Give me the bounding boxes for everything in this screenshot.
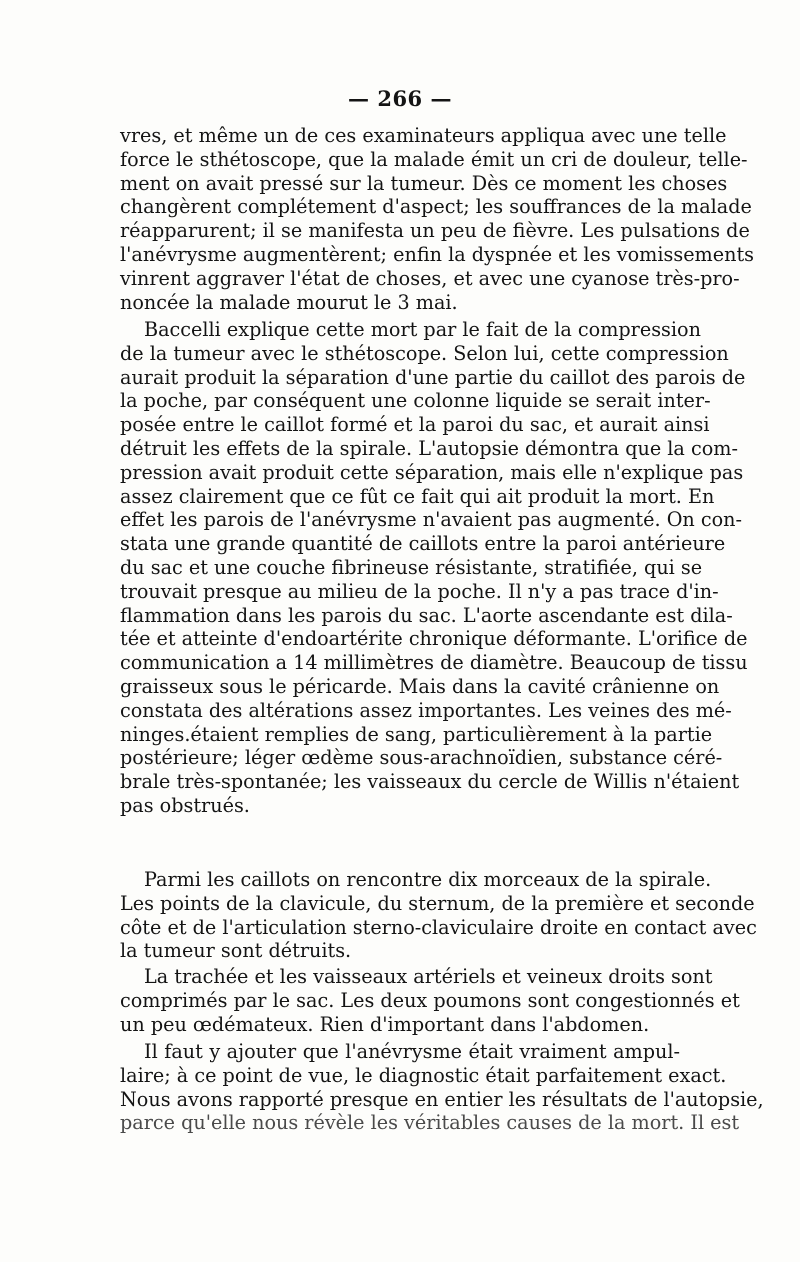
text-line: la tumeur sont détruits. xyxy=(120,939,352,963)
text-line: Parmi les caillots on rencontre dix morceaux de la spirale. xyxy=(144,868,712,891)
text-line: La trachée et les vaisseaux artériels et veineux droits sont xyxy=(144,965,713,988)
text-line: communication a 14 millimètres de diamètre. Beaucoup de tissu xyxy=(120,651,748,675)
text-line: noncée la malade mourut le 3 mai. xyxy=(120,290,458,314)
text-line: un peu œdémateux. Rien d'important dans l'abdomen. xyxy=(120,1012,650,1036)
text-line: côte et de l'articulation sterno-claviculaire droite en contact avec xyxy=(120,915,757,939)
text-line: détruit les effets de la spirale. L'autopsie démontra que la com- xyxy=(120,436,738,460)
paragraph-4 xyxy=(120,965,740,1036)
text-line: pas obstrués. xyxy=(120,793,250,817)
text-line: ninges.étaient remplies de sang, particulièrement à la partie xyxy=(120,722,713,746)
text-line: flammation dans les parois du sac. L'aorte ascendante est dila- xyxy=(120,603,733,627)
paragraph-3 xyxy=(120,868,757,963)
text-line: posée entre le caillot formé et la paroi du sac, et aurait ainsi xyxy=(120,413,710,437)
text-line: parce qu'elle nous révèle les véritables causes de la mort. Il est xyxy=(120,1111,740,1135)
text-line: trouvait presque au milieu de la poche. Il n'y a pas trace d'in- xyxy=(120,579,719,603)
text-line: Il faut y ajouter que l'anévrysme était vraiment ampul- xyxy=(144,1040,680,1063)
text-line: vres, et même un de ces examinateurs appliqua avec une telle xyxy=(120,124,727,147)
text-line: effet les parois de l'anévrysme n'avaient pas augmenté. On con- xyxy=(120,508,743,532)
paragraph-2 xyxy=(120,318,748,818)
text-line: pression avait produit cette séparation, mais elle n'explique pas xyxy=(120,460,744,484)
text-line: stata une grande quantité de caillots entre la paroi antérieure xyxy=(120,532,726,556)
text-line: assez clairement que ce fût ce fait qui ait produit la mort. En xyxy=(120,484,715,508)
text-line: l'anévrysme augmentèrent; enfin la dyspnée et les vomissements xyxy=(120,242,755,266)
text-line: changèrent complétement d'aspect; les souffrances de la malade xyxy=(120,195,752,219)
text-line: vinrent aggraver l'état de choses, et avec une cyanose très-pro- xyxy=(120,266,740,290)
text-line: la poche, par conséquent une colonne liquide se serait inter- xyxy=(120,389,711,413)
text-line: Nous avons rapporté presque en entier les résultats de l'autopsie, xyxy=(120,1087,764,1111)
text-line: aurait produit la séparation d'une partie du caillot des parois de xyxy=(120,365,746,389)
text-line: du sac et une couche fibrineuse résistante, stratifiée, qui se xyxy=(120,555,703,579)
text-line: brale très-spontanée; les vaisseaux du cercle de Willis n'étaient xyxy=(120,770,740,794)
text-line: ment on avait pressé sur la tumeur. Dès ce moment les choses xyxy=(120,171,728,195)
text-line: Les points de la clavicule, du sternum, de la première et seconde xyxy=(120,891,755,915)
page-number: — 266 — xyxy=(348,86,452,111)
text-line: laire; à ce point de vue, le diagnostic était parfaitement exact. xyxy=(120,1063,727,1087)
paragraph-5 xyxy=(120,1040,764,1135)
text-line: de la tumeur avec le sthétoscope. Selon lui, cette compression xyxy=(120,341,729,365)
text-line: comprimés par le sac. Les deux poumons sont congestionnés et xyxy=(120,988,740,1012)
text-line: tée et atteinte d'endoartérite chronique déformante. L'orifice de xyxy=(120,627,748,651)
text-line: Baccelli explique cette mort par le fait de la compression xyxy=(144,318,701,341)
text-line: constata des altérations assez importantes. Les veines des mé- xyxy=(120,698,732,722)
text-line: postérieure; léger œdème sous-arachnoïdien, substance céré- xyxy=(120,746,723,770)
paragraph-1 xyxy=(120,124,755,314)
text-line: graisseux sous le péricarde. Mais dans la cavité crânienne on xyxy=(120,674,720,698)
text-line: force le sthétoscope, que la malade émit un cri de douleur, telle- xyxy=(120,147,748,171)
text-line: réapparurent; il se manifesta un peu de fièvre. Les pulsations de xyxy=(120,219,750,243)
